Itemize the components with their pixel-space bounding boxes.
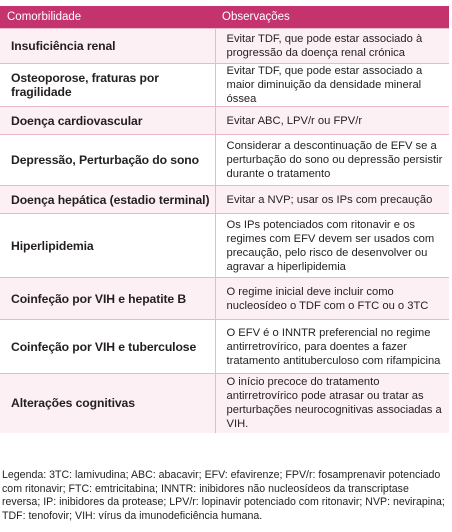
table-row xyxy=(0,29,449,64)
column-header-comorbidity: Comorbilidade xyxy=(0,6,215,29)
row-condition: Hiperlipidemia xyxy=(0,214,215,278)
row-condition: Doença cardiovascular xyxy=(0,107,215,135)
row-condition: Alterações cognitivas xyxy=(0,374,215,433)
row-notes: Evitar ABC, LPV/r ou FPV/r xyxy=(215,107,449,135)
row-notes: O início precoce do tratamento antirretrovírico pode atrasar ou tratar as perturbações neurocognitivas associadas a VIH. xyxy=(215,374,449,433)
row-notes: Os IPs potenciados com ritonavir e os regimes com EFV devem ser usados com precaução, pelo risco de desenvolver ou agravar a hiperlipidemia xyxy=(215,214,449,278)
row-notes: O regime inicial deve incluir como nucleosídeo o TDF com o FTC ou o 3TC xyxy=(215,278,449,320)
row-notes: Considerar a descontinuação de EFV se a perturbação do sono ou depressão persistir durante o tratamento xyxy=(215,135,449,186)
table-row xyxy=(0,186,449,214)
row-condition: Depressão, Perturbação do sono xyxy=(0,135,215,186)
table-row xyxy=(0,135,449,186)
row-notes: Evitar a NVP; usar os IPs com precaução xyxy=(215,186,449,214)
row-condition: Insuficiência renal xyxy=(0,29,215,64)
table-header-row xyxy=(0,6,449,29)
comorbidity-table xyxy=(0,6,449,433)
table-row xyxy=(0,64,449,107)
row-notes: Evitar TDF, que pode estar associado à progressão da doença renal crónica xyxy=(215,29,449,64)
row-condition: Coinfeção por VIH e tuberculose xyxy=(0,320,215,374)
table-row xyxy=(0,214,449,278)
row-condition: Osteoporose, fraturas por fragilidade xyxy=(0,64,215,107)
row-notes: O EFV é o INNTR preferencial no regime antirretrovírico, para doentes a fazer tratamento antituberculoso com rifampicina xyxy=(215,320,449,374)
column-header-observations: Observações xyxy=(215,6,449,29)
table-legend: Legenda: 3TC: lamivudina; ABC: abacavir; EFV: efavirenze; FPV/r: fosamprenavir potenciado com ritonavir; FTC: emtricitabina; INNTR: inibidores não nucleosídeos da transcriptase reversa; IP: inibidores da protease; LPV/r: lopinavir potenciado com ritonavir; NVP: nevirapina; TDF: tenofovir; VIH: vírus da imunodeficiência humana. xyxy=(2,469,445,522)
table-row xyxy=(0,278,449,320)
table-row xyxy=(0,320,449,374)
row-notes: Evitar TDF, que pode estar associado a maior diminuição da densidade mineral óssea xyxy=(215,64,449,107)
table-row xyxy=(0,107,449,135)
row-condition: Coinfeção por VIH e hepatite B xyxy=(0,278,215,320)
row-condition: Doença hepática (estadio terminal) xyxy=(0,186,215,214)
table-row xyxy=(0,374,449,433)
